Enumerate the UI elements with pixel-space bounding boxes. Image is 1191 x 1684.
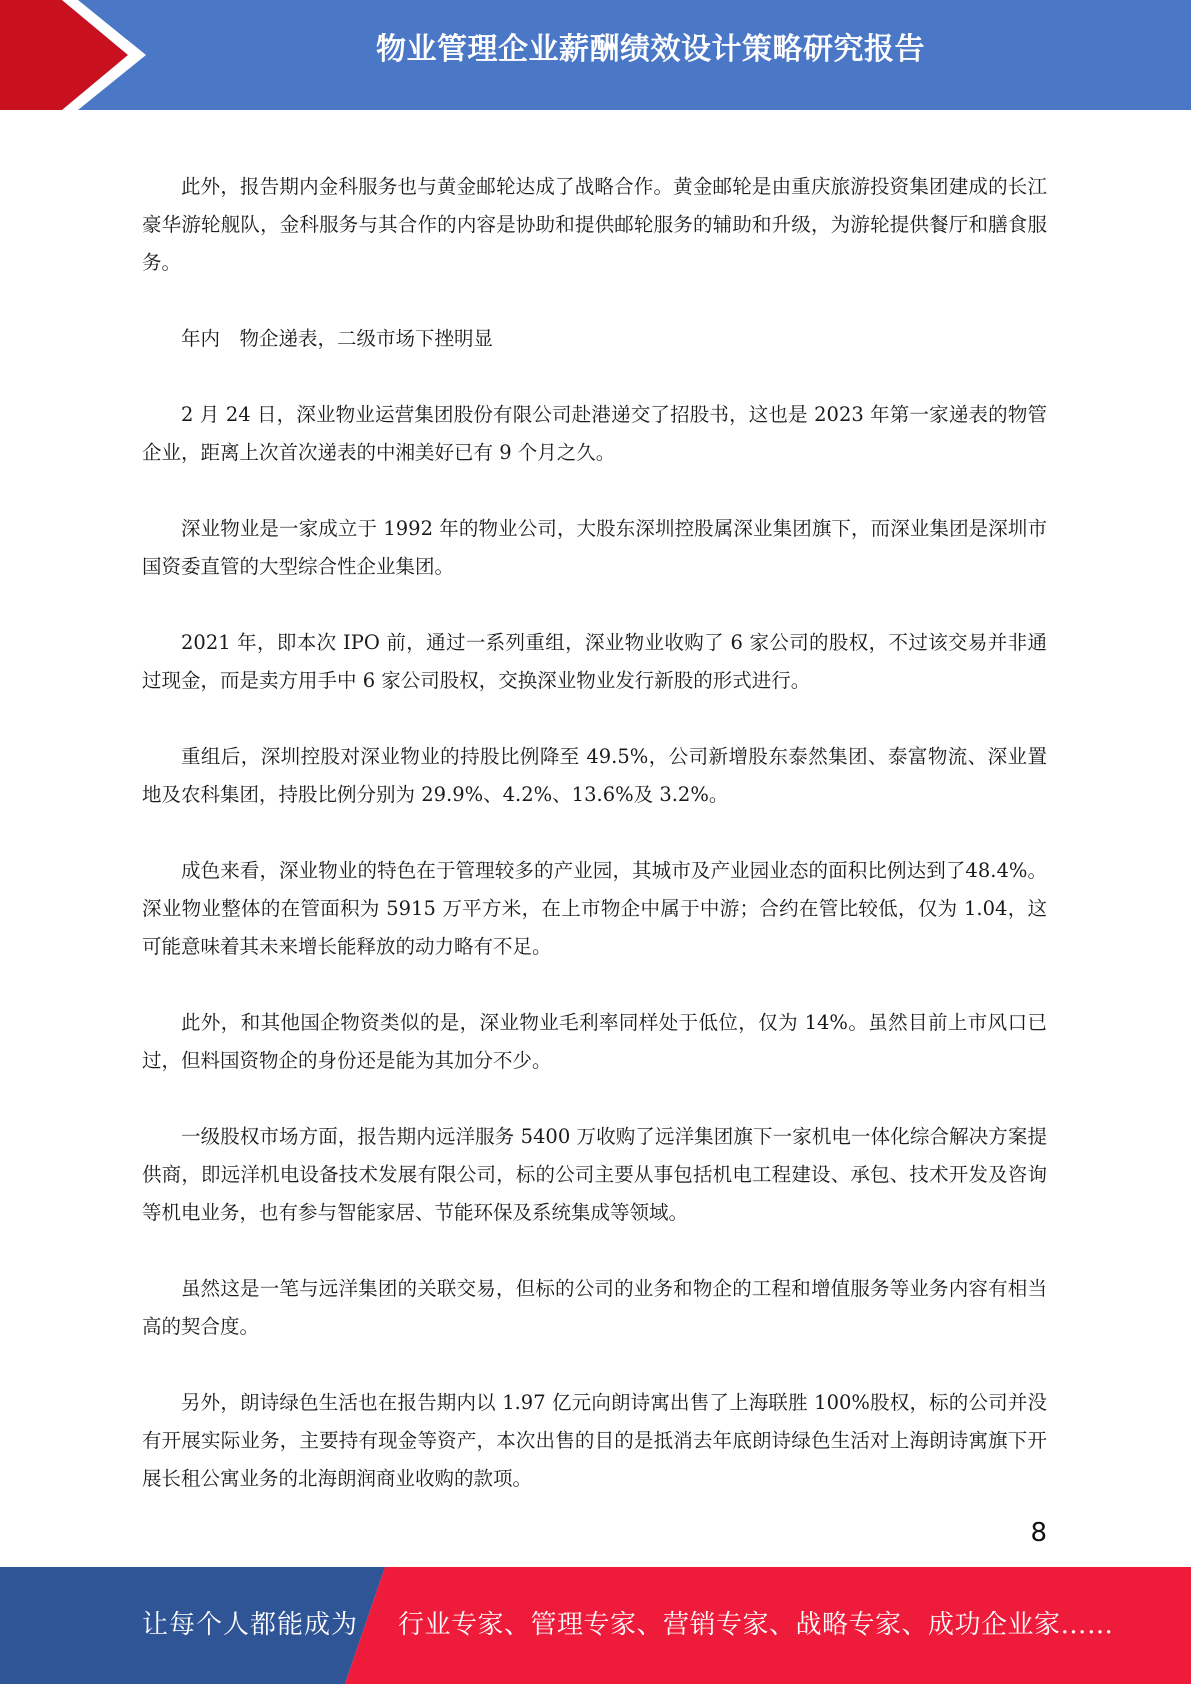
paragraph: 深业物业是一家成立于 1992 年的物业公司，大股东深圳控股属深业集团旗下，而深业集团是深圳市国资委直管的大型综合性企业集团。 [142,517,1047,578]
header-arrow-decoration [0,0,160,110]
paragraph: 重组后，深圳控股对深业物业的持股比例降至 49.5%，公司新增股东泰然集团、泰富物流、深业置地及农科集团，持股比例分别为 29.9%、4.2%、13.6%及 3.2%。 [142,745,1047,806]
footer-slogan-left: 让每个人都能成为 [142,1610,359,1640]
footer-slogan-right: 行业专家、管理专家、营销专家、战略专家、成功企业家…… [398,1610,1114,1640]
section-heading: 年内 物企递表，二级市场下挫明显 [181,327,494,350]
paragraph: 2 月 24 日，深业物业运营集团股份有限公司赴港递交了招股书，这也是 2023 年第一家递表的物管企业，距离上次首次递表的中湘美好已有 9 个月之久。 [142,403,1047,464]
paragraph: 2021 年，即本次 IPO 前，通过一系列重组，深业物业收购了 6 家公司的股权，不过该交易并非通过现金，而是卖方用手中 6 家公司股权，交换深业物业发行新股的形式进行。 [142,631,1047,692]
report-title: 物业管理企业薪酬绩效设计策略研究报告 [376,32,925,67]
paragraph: 此外，和其他国企物资类似的是，深业物业毛利率同样处于低位，仅为 14%。虽然目前上市风口已过，但料国资物企的身份还是能为其加分不少。 [142,1011,1047,1072]
article-body [142,168,1047,1536]
paragraph: 一级股权市场方面，报告期内远洋服务 5400 万收购了远洋集团旗下一家机电一体化综合解决方案提供商，即远洋机电设备技术发展有限公司，标的公司主要从事包括机电工程建设、承包、技术开发及咨询等机电业务，也有参与智能家居、节能环保及系统集成等领域。 [142,1125,1047,1224]
page-number: 8 [1030,1518,1047,1548]
footer-banner [0,1567,1191,1684]
paragraph: 此外，报告期内金科服务也与黄金邮轮达成了战略合作。黄金邮轮是由重庆旅游投资集团建成的长江豪华游轮舰队，金科服务与其合作的内容是协助和提供邮轮服务的辅助和升级，为游轮提供餐厅和膳食服务。 [142,175,1047,274]
header-bar [0,0,1191,110]
paragraph: 成色来看，深业物业的特色在于管理较多的产业园，其城市及产业园业态的面积比例达到了48.4%。深业物业整体的在管面积为 5915 万平方米，在上市物企中属于中游；合约在管比较低，仅为 1.04，这可能意味着其未来增长能释放的动力略有不足。 [142,859,1047,958]
paragraph: 虽然这是一笔与远洋集团的关联交易，但标的公司的业务和物企的工程和增值服务等业务内容有相当高的契合度。 [142,1277,1047,1338]
paragraph: 另外，朗诗绿色生活也在报告期内以 1.97 亿元向朗诗寓出售了上海联胜 100%股权，标的公司并没有开展实际业务，主要持有现金等资产，本次出售的目的是抵消去年底朗诗绿色生活对上海朗诗寓旗下开展长租公寓业务的北海朗润商业收购的款项。 [142,1391,1047,1490]
